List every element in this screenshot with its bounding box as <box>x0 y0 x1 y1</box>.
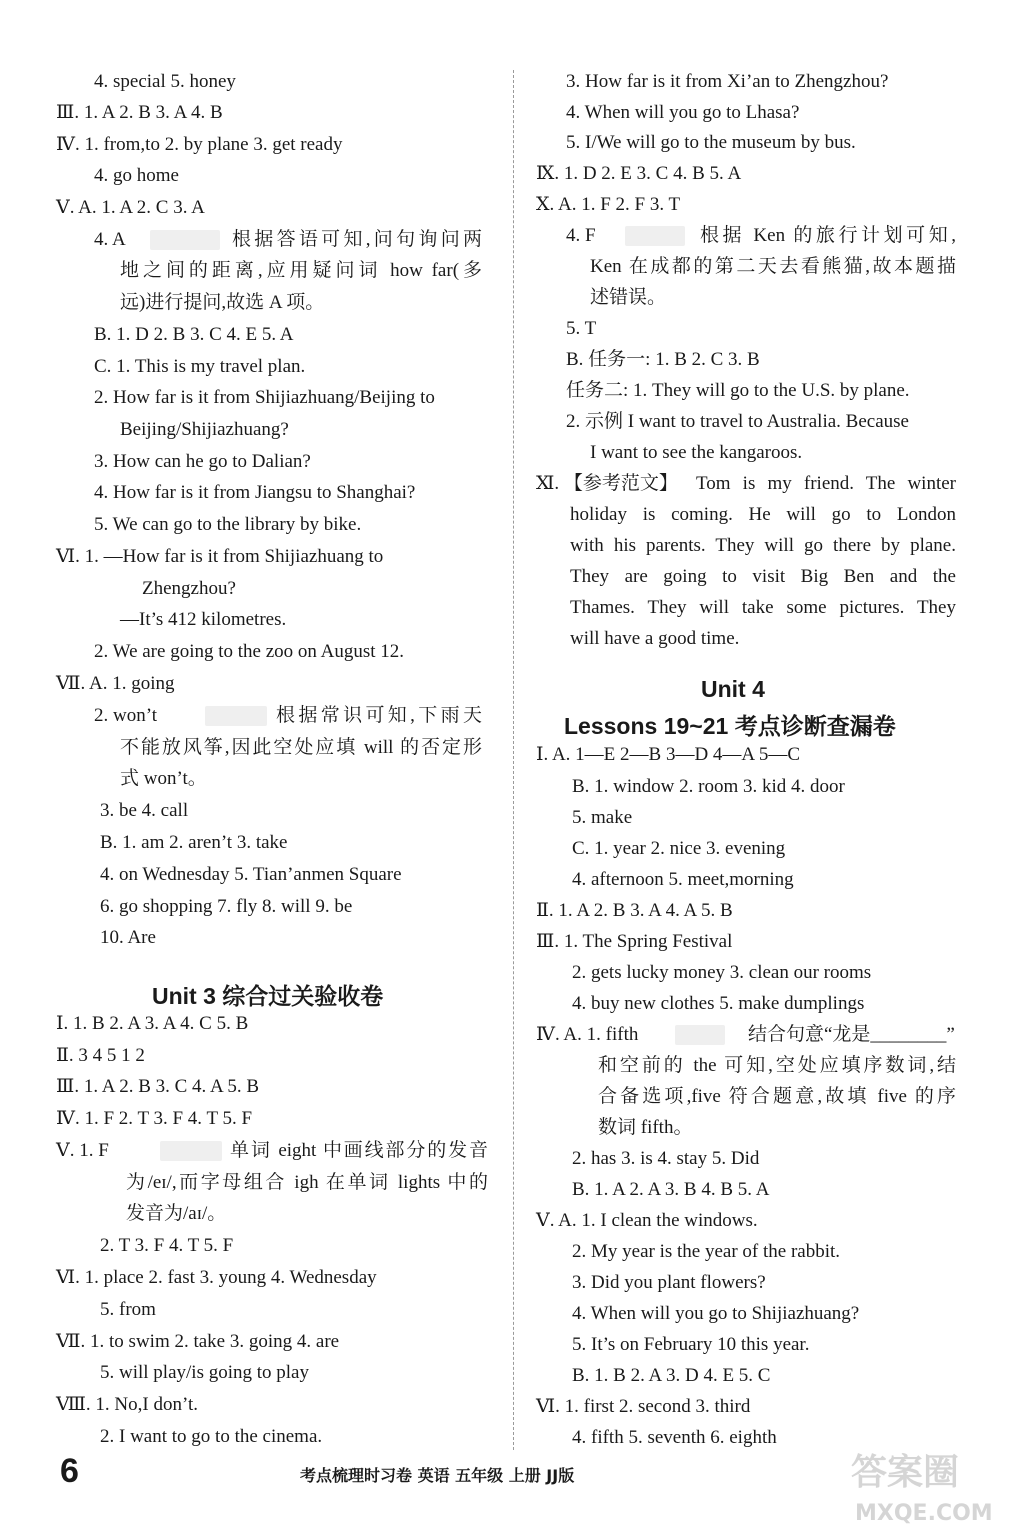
answer-line: 5. from <box>100 1299 156 1320</box>
answer-line: Ⅸ. 1. D 2. E 3. C 4. B 5. A <box>536 163 742 184</box>
watermark-logo <box>845 1440 1005 1530</box>
explanation-line: 地之间的距离,应用疑问词 how far(多 <box>120 260 482 281</box>
explanation-line: 和空前的 the 可知,空处应填序数词,结 <box>598 1055 956 1076</box>
answer-line: Ⅷ. 1. No,I don’t. <box>56 1394 198 1415</box>
explanation-line: 根据常识可知,下雨天 <box>276 705 482 726</box>
answer-line: Ⅵ. 1. place 2. fast 3. young 4. Wednesday <box>56 1267 377 1288</box>
answer-line: B. 1. A 2. A 3. B 4. B 5. A <box>572 1179 770 1200</box>
answer-line: 2. 示例 I want to travel to Australia. Because <box>566 411 909 432</box>
answer-line: 5. make <box>572 807 633 828</box>
answer-line: B. 1. D 2. B 3. C 4. E 5. A <box>94 324 294 345</box>
explanation-line: Ken 在成都的第二天去看熊猫,故本题描 <box>590 256 956 277</box>
answer-line: Ⅵ. 1. —How far is it from Shijiazhuang to <box>56 546 384 567</box>
explanation-tag <box>205 706 267 726</box>
answer-line: 5. will play/is going to play <box>100 1362 309 1383</box>
answer-line: 4. on Wednesday 5. Tian’anmen Square <box>100 864 402 885</box>
answer-line: —It’s 412 kilometres. <box>120 609 287 630</box>
explanation-tag <box>160 1141 222 1161</box>
answer-line: 5. I/We will go to the museum by bus. <box>566 132 856 153</box>
explanation-line: 不能放风筝,因此空处应填 will 的否定形 <box>120 737 482 758</box>
answer-line: Ⅶ. 1. to swim 2. take 3. going 4. are <box>56 1331 340 1352</box>
answer-line: 2. gets lucky money 3. clean our rooms <box>572 962 872 983</box>
essay-line: Tom is my friend. The winter <box>696 473 956 494</box>
answer-line: 3. How far is it from Xi’an to Zhengzhou? <box>566 71 889 92</box>
answer-line: 2. I want to go to the cinema. <box>100 1426 323 1447</box>
answer-line: B. 1. window 2. room 3. kid 4. door <box>572 776 845 797</box>
explanation-tag <box>625 226 685 246</box>
answer-line: 4. afternoon 5. meet,morning <box>572 869 794 890</box>
answer-line: 6. go shopping 7. fly 8. will 9. be <box>100 896 353 917</box>
answer-line: 2. We are going to the zoo on August 12. <box>94 641 404 662</box>
answer-line: 3. How can he go to Dalian? <box>94 451 311 472</box>
answer-line: 3. be 4. call <box>100 800 189 821</box>
answer-line: Ⅲ. 1. A 2. B 3. A 4. B <box>56 102 223 123</box>
column-divider <box>513 70 514 1450</box>
answer-line: C. 1. This is my travel plan. <box>94 356 306 377</box>
answer-line: 4. How far is it from Jiangsu to Shanghai? <box>94 482 416 503</box>
answer-line: Zhengzhou? <box>142 578 236 599</box>
section-heading-lessons: Lessons 19~21 考点诊断查漏卷 <box>564 713 896 739</box>
watermark-text: 答案圈 <box>851 1452 960 1493</box>
answer-line: 5. It’s on February 10 this year. <box>572 1334 810 1355</box>
essay-line: with his parents. They will go there by plane. <box>570 535 956 556</box>
answer-line: 2. has 3. is 4. stay 5. Did <box>572 1148 760 1169</box>
answer-line: 4. When will you go to Lhasa? <box>566 102 800 123</box>
explanation-line: 根据 Ken 的旅行计划可知, <box>700 225 956 246</box>
essay-line: Thames. They will take some pictures. They <box>570 597 956 618</box>
answer-line: 4. fifth 5. seventh 6. eighth <box>572 1427 777 1448</box>
answer-line: Beijing/Shijiazhuang? <box>120 419 289 440</box>
answer-line: Ⅴ. 1. F <box>56 1140 109 1161</box>
answer-line: 4. A <box>94 229 126 250</box>
watermark-url: MXQE.COM <box>855 1501 993 1526</box>
essay-line: will have a good time. <box>570 628 740 649</box>
answer-line: 2. T 3. F 4. T 5. F <box>100 1235 234 1256</box>
section-heading-unit3: Unit 3 综合过关验收卷 <box>152 983 384 1009</box>
page-number: 6 <box>60 1452 79 1490</box>
answer-line: Ⅴ. A. 1. A 2. C 3. A <box>56 197 205 218</box>
answer-line: 5. We can go to the library by bike. <box>94 514 362 535</box>
answer-line: Ⅳ. 1. from,to 2. by plane 3. get ready <box>56 134 343 155</box>
answer-line: B. 1. am 2. aren’t 3. take <box>100 832 288 853</box>
answer-line: Ⅰ. 1. B 2. A 3. A 4. C 5. B <box>56 1013 249 1034</box>
answer-line: C. 1. year 2. nice 3. evening <box>572 838 786 859</box>
answer-line: Ⅳ. A. 1. fifth <box>536 1024 639 1045</box>
answer-line: 2. How far is it from Shijiazhuang/Beijing to <box>94 387 435 408</box>
answer-line: I want to see the kangaroos. <box>590 442 803 463</box>
answer-line: Ⅺ. 【参考范文】 <box>536 473 678 494</box>
answer-line: Ⅳ. 1. F 2. T 3. F 4. T 5. F <box>56 1108 253 1129</box>
answer-line: 任务二: 1. They will go to the U.S. by plane. <box>566 380 910 401</box>
answer-line: Ⅶ. A. 1. going <box>56 673 175 694</box>
explanation-tag <box>675 1025 725 1045</box>
explanation-line: 数词 fifth。 <box>598 1117 693 1138</box>
answer-line: 3. Did you plant flowers? <box>572 1272 766 1293</box>
answer-line: Ⅱ. 3 4 5 1 2 <box>56 1045 145 1066</box>
answer-line: Ⅲ. 1. The Spring Festival <box>536 931 733 952</box>
explanation-line: 结合句意“龙是________” <box>748 1024 955 1045</box>
answer-line: Ⅵ. 1. first 2. second 3. third <box>536 1396 751 1417</box>
answer-line: Ⅹ. A. 1. F 2. F 3. T <box>536 194 681 215</box>
answer-line: 4. special 5. honey <box>94 71 236 92</box>
explanation-line: 为/eɪ/,而字母组合 igh 在单词 lights 中的 <box>126 1172 488 1193</box>
explanation-line: 合备选项,five 符合题意,故填 five 的序 <box>598 1086 956 1107</box>
answer-line: 10. Are <box>100 927 156 948</box>
answer-line: Ⅴ. A. 1. I clean the windows. <box>536 1210 758 1231</box>
explanation-line: 述错误。 <box>590 287 667 308</box>
explanation-tag <box>150 230 220 250</box>
answer-line: Ⅲ. 1. A 2. B 3. C 4. A 5. B <box>56 1076 260 1097</box>
answer-line: 2. My year is the year of the rabbit. <box>572 1241 841 1262</box>
explanation-line: 远)进行提问,故选 A 项。 <box>120 292 325 313</box>
book-title-footer: 考点梳理时习卷 英语 五年级 上册 JJ版 <box>300 1466 575 1485</box>
essay-line: holiday is coming. He will go to London <box>570 504 956 525</box>
essay-line: They are going to visit Big Ben and the <box>570 566 956 587</box>
answer-line: 4. F <box>566 225 596 246</box>
answer-line: 4. When will you go to Shijiazhuang? <box>572 1303 860 1324</box>
explanation-line: 单词 eight 中画线部分的发音 <box>230 1140 488 1161</box>
answer-line: 4. go home <box>94 165 179 186</box>
section-heading-unit4: Unit 4 <box>701 676 765 702</box>
answer-line: Ⅰ. A. 1—E 2—B 3—D 4—A 5—C <box>536 744 801 765</box>
explanation-line: 式 won’t。 <box>120 768 207 789</box>
answer-line: 5. T <box>566 318 597 339</box>
answer-line: B. 任务一: 1. B 2. C 3. B <box>566 349 760 370</box>
explanation-line: 发音为/aɪ/。 <box>126 1203 227 1224</box>
answer-line: Ⅱ. 1. A 2. B 3. A 4. A 5. B <box>536 900 733 921</box>
answer-line: B. 1. B 2. A 3. D 4. E 5. C <box>572 1365 771 1386</box>
answer-line: 2. won’t <box>94 705 157 726</box>
explanation-line: 根据答语可知,问句询问两 <box>232 229 482 250</box>
answer-line: 4. buy new clothes 5. make dumplings <box>572 993 865 1014</box>
